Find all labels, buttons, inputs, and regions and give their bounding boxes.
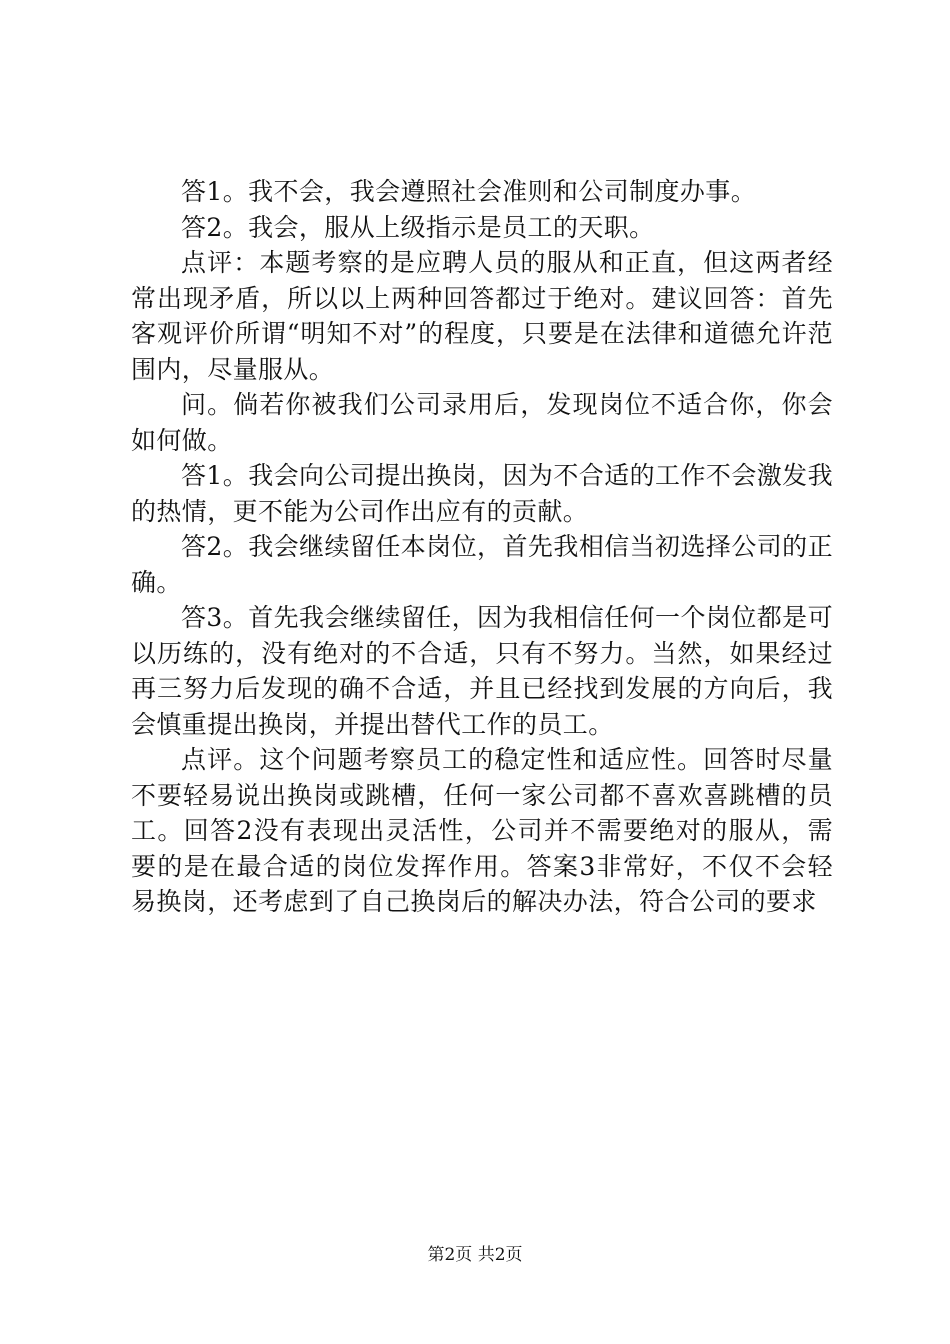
comment-paragraph: 点评：本题考察的是应聘人员的服从和正直，但这两者经常出现矛盾，所以以上两种回答都过于绝对。建议回答：首先客观评价所谓“明知不对”的程度，只要是在法律和道德允许范围内，尽量服从。 <box>131 248 833 384</box>
final-comment-paragraph: 点评。这个问题考察员工的稳定性和适应性。回答时尽量不要轻易说出换岗或跳槽，任何一家公司都不喜欢喜跳槽的员工。回答2没有表现出灵活性，公司并不需要绝对的服从，需要的是在最合适的岗位发挥作用。答案3非常好，不仅不会轻易换岗，还考虑到了自己换岗后的解决办法，符合公司的要求 <box>131 745 833 916</box>
option-2-paragraph: 答2。我会继续留任本岗位，首先我相信当初选择公司的正确。 <box>131 532 833 597</box>
answer-1-paragraph: 答1。我不会，我会遵照社会准则和公司制度办事。 <box>181 177 757 206</box>
option-3-paragraph: 答3。首先我会继续留任，因为我相信任何一个岗位都是可以历练的，没有绝对的不合适，只有不努力。当然，如果经过再三努力后发现的确不合适，并且已经找到发展的方向后，我会慎重提出换岗，并提出替代工作的员工。 <box>131 603 833 739</box>
answer-2-paragraph: 答2。我会，服从上级指示是员工的天职。 <box>181 212 655 242</box>
page-footer: 第2页 共2页 <box>427 1245 523 1265</box>
option-1-paragraph: 答1。我会向公司提出换岗，因为不合适的工作不会激发我的热情，更不能为公司作出应有的贡献。 <box>131 461 833 526</box>
question-paragraph: 问。倘若你被我们公司录用后，发现岗位不适合你，你会如何做。 <box>131 390 833 455</box>
document-body <box>131 174 833 920</box>
